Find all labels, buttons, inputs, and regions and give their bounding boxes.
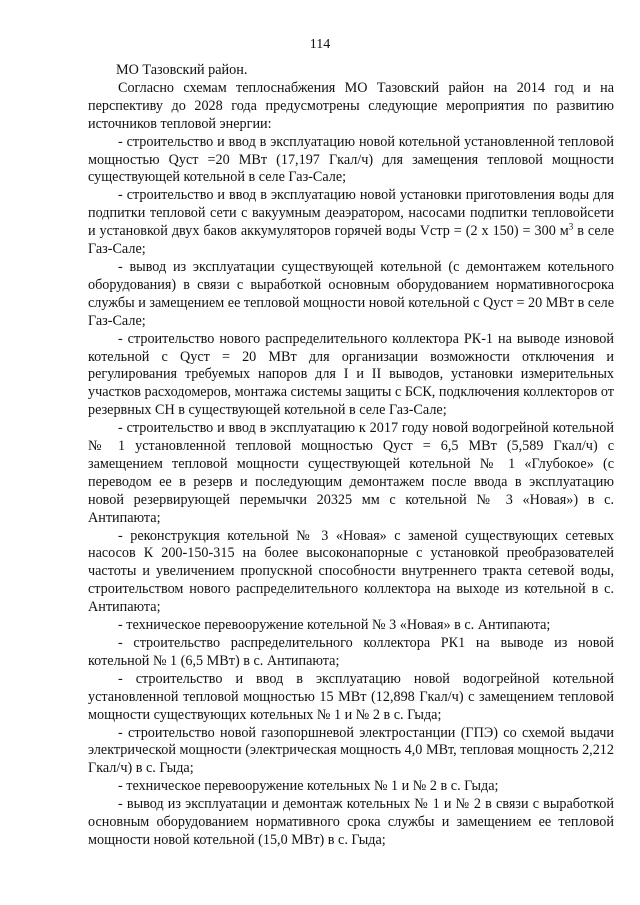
list-item-antipayuta-reequipment: - техническое перевооружение котельной № 3 «Новая» в с. Антипаюта; bbox=[118, 617, 551, 634]
page-number: 114 bbox=[309, 37, 331, 52]
list-item-gyda-boiler: - строительство и ввод в эксплуатацию новой водогрейной котельной установленной тепловой мощностью 15 МВт (12,898 Гкал/ч) с замещением тепловой мощности существующих котельных № 1 и № 2 в с. Гыда; bbox=[88, 670, 614, 723]
list-item-gaz-sale-boiler: - строительство и ввод в эксплуатацию новой котельной установленной тепловой мощностью Qуст =20 МВт (17,197 Гкал/ч) для замещения тепловой мощности существующей котельной в селе Газ-Сале; bbox=[88, 133, 614, 186]
list-item-gaz-sale-water-plant: - строительство и ввод в эксплуатацию новой установки приготовления воды для подпитки тепловой сети с вакуумным деаэратором, насосами подпитки тепловойсети и установкой двух баков аккумуляторов горячей воды Vстр = (2 х 150) = 300 $м^3$ в селе Газ-Сале; bbox=[88, 187, 615, 258]
paragraph-intro-heading: МО Тазовский район. bbox=[116, 62, 248, 78]
list-item-antipayuta-reconstruction: - реконструкция котельной № 3 «Новая» с заменой существующих сетевых насосов К 200-150-315 на более высоконапорные с установкой преобразователей частоты и увеличением пропускной способности внутреннего тракта сетевой воды, строительством нового распределительного коллектора на выходе из котельной в с. Антипаюта; bbox=[88, 527, 614, 616]
list-item-antipayuta-collector: - строительство распределительного коллектора РК1 на выводе из новой котельной № 1 (6,5 МВт) в с. Антипаюта; bbox=[88, 635, 614, 669]
list-item-gyda-reequipment: - техническое перевооружение котельных № 1 и № 2 в с. Гыда; bbox=[118, 778, 499, 795]
list-item-antipayuta-boiler-1: - строительство и ввод в эксплуатацию к 2017 году новой водогрейной котельной № 1 установленной тепловой мощностью Qуст = 6,5 МВт (5,589 Гкал/ч) с замещением тепловой мощности существующей котельной № 1 «Глубокое» (с переводом ее в резерв и последующим демонтажем после ввода в эксплуатацию новой резервирующей перемычки 20325 мм с котельной № 3 «Новая») в с. Антипаюта; bbox=[88, 420, 614, 526]
list-item-gyda-power-plant: - строительство новой газопоршневой электростанции (ГПЭ) со схемой выдачи электрической мощности (электрическая мощность 4,0 МВт, тепловая мощность 2,212 Гкал/ч) в с. Гыда; bbox=[88, 724, 614, 777]
list-item-gaz-sale-decommission: - вывод из эксплуатации существующей котельной (с демонтажем котельного оборудования) в связи с выработкой основным оборудованием нормативногосрока службы и замещением ее тепловой мощности новой котельной с Qуст = 20 МВт в селе Газ-Сале; bbox=[88, 258, 614, 329]
list-item-gyda-decommission: - вывод из эксплуатации и демонтаж котельных № 1 и № 2 в связи с выработкой основным оборудованием нормативного срока службы и замещением ее тепловой мощности новой котельной (15,0 МВт) в с. Гыда; bbox=[88, 796, 614, 848]
document-body bbox=[88, 62, 614, 850]
paragraph-intro: Согласно схемам теплоснабжения МО Тазовский район на 2014 год и на перспективу до 2028 года предусмотрены следующие мероприятия по развитию источников тепловой энергии: bbox=[88, 79, 614, 132]
list-item-gaz-sale-collector: - строительство нового распределительного коллектора РК-1 на выводе изновой котельной с Qуст = 20 МВт для организации возможности отключения и регулирования требуемых напоров для I и II выводов, установки измерительных участков расходомеров, монтажа системы защиты с БСК, подключения коллекторов от резервных СН в существующей котельной в селе Газ-Сале; bbox=[88, 330, 615, 419]
